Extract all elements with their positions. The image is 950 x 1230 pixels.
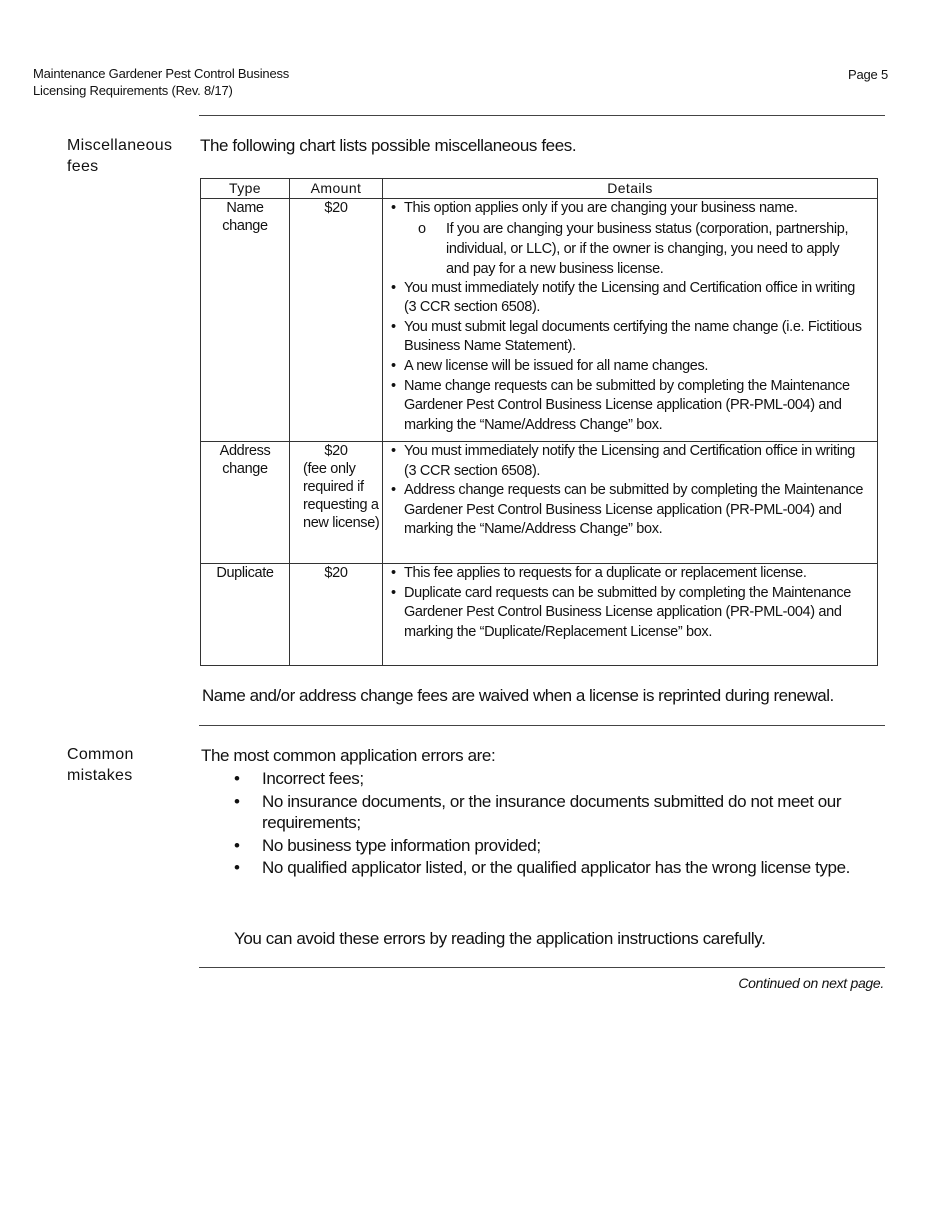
list-item: • This option applies only if you are changing your business name. o If you are changing your business status (corporation, partnership, individual, or LLC), or if the owner is changing, you need to apply and pay for a new business license.	[383, 199, 865, 279]
fee-amount: $20	[290, 564, 383, 666]
list-item: o If you are changing your business status (corporation, partnership, individual, or LLC), or if the owner is changing, you need to apply and pay for a new business license.	[404, 219, 865, 279]
fee-details	[383, 199, 878, 442]
header-title-line2: Licensing Requirements (Rev. 8/17)	[33, 83, 233, 98]
common-mistakes-list	[200, 768, 870, 880]
list-item: • A new license will be issued for all name changes.	[383, 357, 865, 377]
list-item: • You must submit legal documents certifying the name change (i.e. Fictitious Business Name Statement).	[383, 318, 865, 357]
common-mistakes-closing: You can avoid these errors by reading the application instructions carefully.	[234, 929, 766, 948]
list-item: • No insurance documents, or the insurance documents submitted do not meet our requirements;	[200, 791, 870, 834]
table-row	[201, 442, 878, 564]
misc-fees-intro: The following chart lists possible miscellaneous fees.	[200, 136, 577, 155]
list-item: • No business type information provided;	[200, 835, 870, 857]
table-header-row	[201, 179, 878, 199]
fee-amount-value: $20	[324, 443, 348, 459]
list-item: • Duplicate card requests can be submitted by completing the Maintenance Gardener Pest Control Business License application (PR-PML-004) and marking the “Duplicate/Replacement License” box.	[383, 584, 865, 643]
header-divider	[199, 115, 885, 116]
header-title-line1: Maintenance Gardener Pest Control Business	[33, 66, 290, 81]
fee-type: Address change	[201, 442, 290, 564]
fee-amount: $20	[290, 199, 383, 442]
list-item: • This fee applies to requests for a duplicate or replacement license.	[383, 564, 865, 584]
fee-type: Name change	[201, 199, 290, 442]
fee-amount-note: (fee only required if requesting a new license)	[303, 461, 380, 531]
misc-fees-table	[200, 178, 878, 666]
fee-type: Duplicate	[201, 564, 290, 666]
misc-fees-side-label: Miscellaneous fees	[67, 137, 173, 175]
common-mistakes-side-label: Common mistakes	[67, 746, 134, 784]
fee-details	[383, 564, 878, 666]
table-row	[201, 199, 878, 442]
fee-amount	[290, 442, 383, 564]
list-item: • No qualified applicator listed, or the qualified applicator has the wrong license type.	[200, 857, 870, 879]
page-number: Page 5	[847, 67, 888, 82]
continued-notice: Continued on next page.	[738, 975, 884, 991]
list-item: • Name change requests can be submitted by completing the Maintenance Gardener Pest Control Business License application (PR-PML-004) and marking the “Name/Address Change” box.	[383, 377, 865, 436]
common-mistakes-intro: The most common application errors are:	[201, 746, 496, 765]
list-item: • You must immediately notify the Licensing and Certification office in writing (3 CCR section 6508).	[383, 279, 865, 318]
column-header-details: Details	[383, 179, 878, 199]
document-header	[33, 65, 453, 99]
footer-divider	[199, 967, 885, 968]
misc-fees-footnote: Name and/or address change fees are waived when a license is reprinted during renewal.	[202, 686, 834, 705]
list-item: • You must immediately notify the Licensing and Certification office in writing (3 CCR section 6508).	[383, 442, 865, 481]
column-header-amount: Amount	[290, 179, 383, 199]
list-item: • Address change requests can be submitted by completing the Maintenance Gardener Pest Control Business License application (PR-PML-004) and marking the “Name/Address Change” box.	[383, 481, 865, 540]
list-item: • Incorrect fees;	[200, 768, 870, 790]
section-divider	[199, 725, 885, 726]
fee-details	[383, 442, 878, 564]
column-header-type: Type	[201, 179, 290, 199]
table-row	[201, 564, 878, 666]
